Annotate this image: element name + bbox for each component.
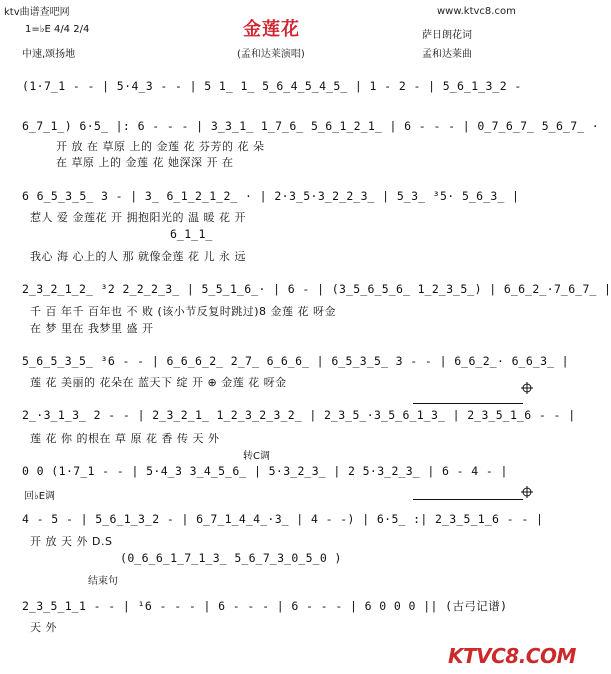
site-logo: KTVC8.COM — [448, 644, 576, 668]
lyrics-line-3b: 我心 海 心上的人 那 就像金莲 花 儿 永 远 — [30, 250, 246, 263]
lyricist: 萨日朗花词 — [422, 30, 472, 41]
lyrics-line-2a: 开 放 在 草原 上的 金莲 花 芬芳的 花 朵 — [56, 140, 265, 153]
lyrics-line-4a: 千 百 年千 百年也 不 败 (该小节反复时跳过)8 金莲 花 呀金 — [30, 305, 337, 318]
lyrics-line-3a: 惹人 爱 金莲花 开 拥抱阳光的 温 暖 花 开 — [30, 211, 246, 224]
lyrics-line-6: 莲 花 你 的根在 草 原 花 香 传 天 外 — [30, 432, 220, 445]
key-signature: 1=♭E 4/4 2/4 — [25, 24, 90, 35]
ending-mark: 结束句 — [88, 576, 118, 587]
lyrics-line-2b: 在 草原 上的 金莲 花 她深深 开 在 — [56, 156, 234, 169]
notation-line-4: 2̲3̲2̲1̲2̲ ³2 2̲2̲2̲3̲ | 5̲5̲1̲6̲· | 6 - | (3̲5̲6̲5̲6̲ 1̲2̲3̲5̲) | 6̲6̲2̲·7̲6̲7̲ | — [22, 282, 611, 296]
lyrics-line-8: 开 放 天 外 D.S — [30, 535, 113, 548]
return-key-mark: 回♭E调 — [24, 491, 56, 502]
volta-bracket-2 — [413, 499, 523, 500]
notation-line-1: (1·7̲1 - - | 5·4̲3 - - | 5 1̲ 1̲ 5̲6̲4̲5̲4̲5̲ | 1 - 2 - | 5̲6̲1̲3̲2 - — [22, 79, 522, 93]
site-name-top: ktv曲谱查吧网 — [4, 7, 70, 18]
volta-bracket-1 — [413, 403, 523, 404]
composer: 孟和达莱曲 — [422, 49, 472, 60]
song-title: 金莲花 — [243, 19, 300, 40]
lyrics-line-10: 天 外 — [30, 621, 57, 634]
notation-line-3: 6 6̲5̲3̲5̲ 3 - | 3̲ 6̲1̲2̲1̲2̲ · | 2·3̲5·3̲2̲2̲3̲ | 5̲3̲ ³5· 5̲6̲3̲ | — [22, 189, 520, 203]
lyrics-line-4b: 在 梦 里在 我梦里 盛 开 — [30, 322, 154, 335]
lyrics-line-5: 莲 花 美丽的 花朵在 蓝天下 绽 开 ⊕ 金莲 花 呀金 — [30, 376, 287, 389]
notation-line-8: 4 - 5 - | 5̲6̲1̲3̲2 - | 6̲7̲1̲4̲4̲·3̲ | 4 - -) | 6·5̲ :| 2̲3̲5̲1̲6 - - | — [22, 512, 544, 526]
coda-icon — [521, 382, 533, 394]
notation-line-9: (0̲6̲6̲1̲7̲1̲3̲ 5̲6̲7̲3̲0̲5̲0 ) — [120, 551, 342, 565]
tempo-marking: 中速,颂扬地 — [22, 49, 76, 60]
notation-line-10: 2̲3̲5̲1̲1 - - | ¹6 - - - | 6 - - - | 6 - - - | 6 0 0 0 || (古弓记谱) — [22, 599, 508, 613]
coda-icon-2 — [521, 486, 533, 498]
site-url: www.ktvc8.com — [437, 6, 516, 17]
notation-line-7: 0 0 (1·7̲1 - - | 5·4̲3 3̲4̲5̲6̲ | 5·3̲2̲3̲ | 2 5·3̲2̲3̲ | 6 - 4 - | — [22, 464, 508, 478]
song-subtitle: (孟和达莱演唱) — [237, 49, 305, 60]
notation-line-5: 5̲6̲5̲3̲5̲ ³6 - - | 6̲6̲6̲2̲ 2̲7̲ 6̲6̲6̲ | 6̲5̲3̲5̲ 3 - - | 6̲6̲2̲· 6̲6̲3̲ | — [22, 354, 569, 368]
key-change-mark: 转C调 — [243, 451, 270, 462]
notation-line-2: 6̲7̲1̲) 6·5̲ |: 6 - - - | 3̲3̲1̲ 1̲7̲6̲ 5̲6̲1̲2̲1̲ | 6 - - - | 0̲7̲6̲7̲ 5̲6̲7̲ · — [22, 119, 600, 133]
notation-line-6: 2̲·3̲1̲3̲ 2 - - | 2̲3̲2̲1̲ 1̲2̲3̲2̲3̲2̲ | 2̲3̲5̲·3̲5̲6̲1̲3̲ | 2̲3̲5̲1̲6 - - | — [22, 408, 576, 422]
notation-line-3-extra: 6̲1̲1̲ — [170, 227, 213, 241]
